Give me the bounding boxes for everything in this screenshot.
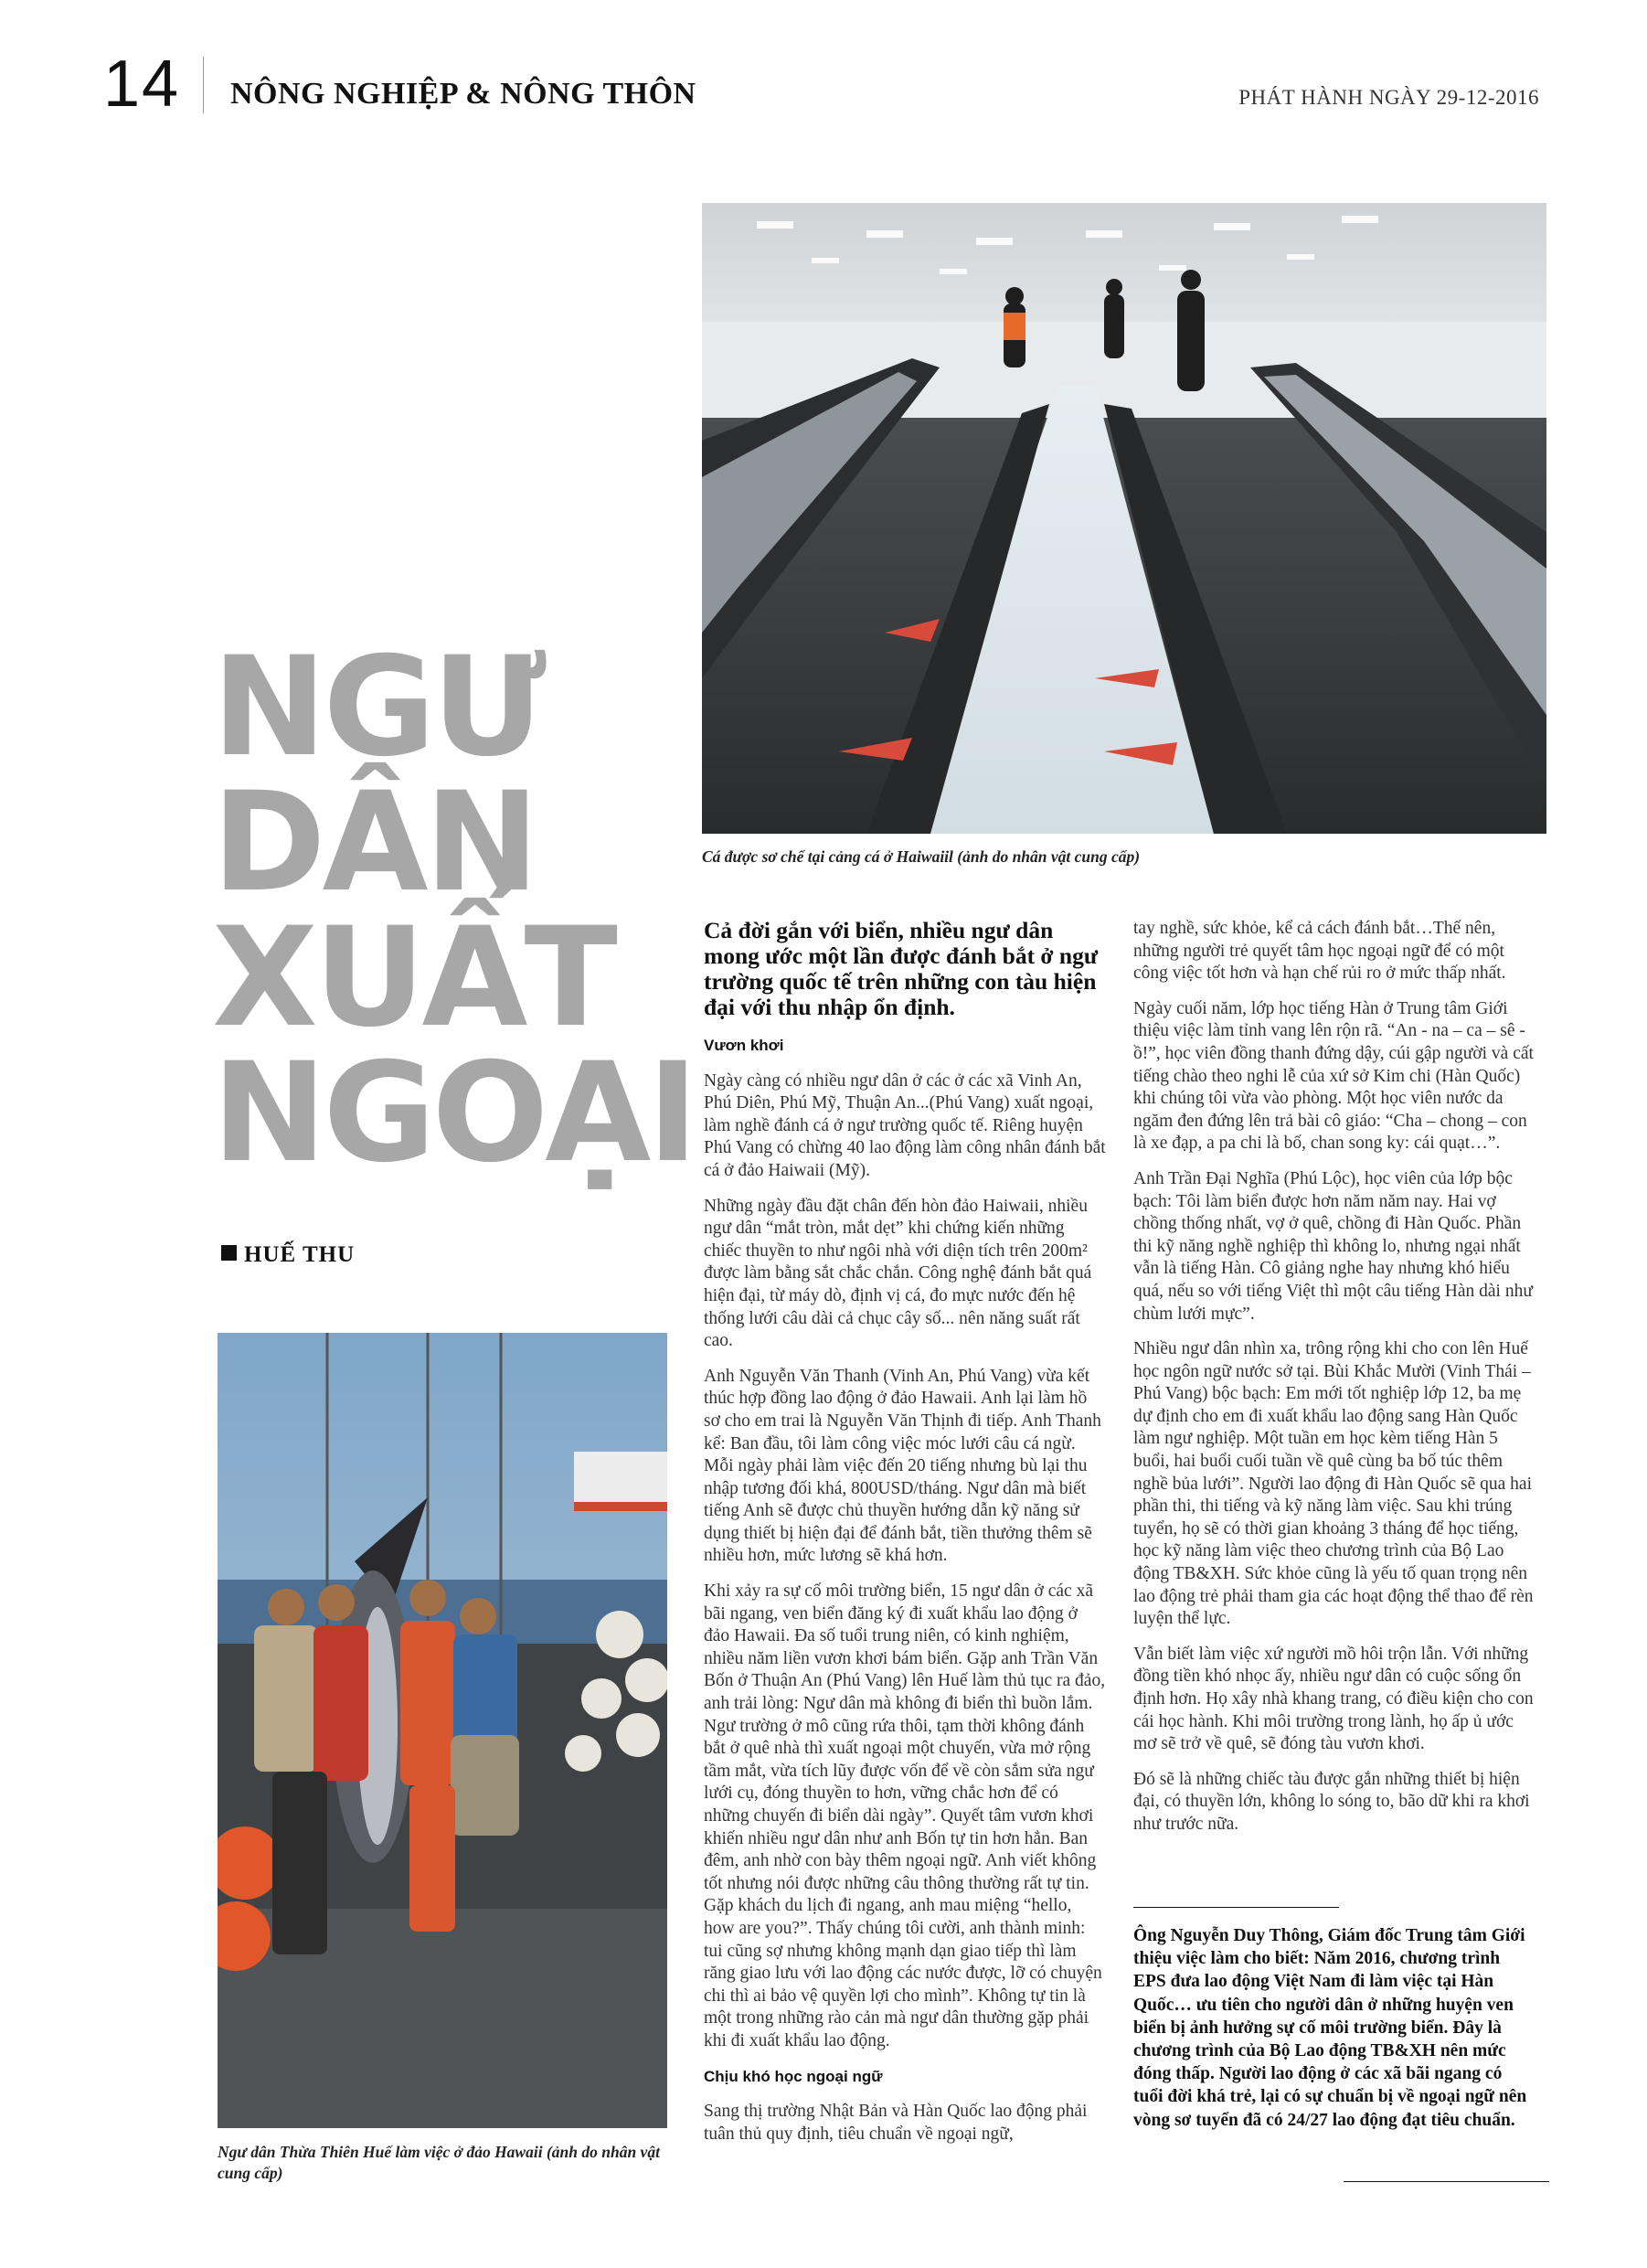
paragraph: Những ngày đầu đặt chân đến hòn đảo Haiwaii, nhiều ngư dân “mắt tròn, mắt dẹt” khi chứng kiến những chiếc thuyền to như ngôi nhà với diện tích trên 200m² được làm bằng sắt chắc chắn. Công nghệ đánh bắt quá hiện đại, từ máy dò, định vị cá, đo mực nước đến hệ thống lưới câu dài cả chục cây số... nên năng suất rất cao. bbox=[704, 1196, 1092, 1351]
header-divider bbox=[203, 57, 204, 113]
paragraph: Khi xảy ra sự cố môi trường biển, 15 ngư dân ở các xã bãi ngang, ven biển đăng ký đi xuất khẩu lao động ở đảo Hawaii. Đa số tuổi trung niên, có kinh nghiệm, nhiều năm liền vươn khơi bám biển. Gặp anh Trần Văn Bốn ở Thuận An (Phú Vang) lên Huế làm thủ tục ra đảo, anh trải lòng: Ngư dân mà không đi biển thì buồn lắm. Ngư trường ở mô cũng rứa thôi, tạm thời không đánh bắt ở quê nhà thì xuất ngoại một chuyến, vừa mở rộng tầm mắt, vừa tích lũy được vốn để về còn sắm sửa ngư lưới cụ, đóng thuyền to hơn, vững chắc hơn để có những chuyến đi biển dài ngày”. Quyết tâm vươn khơi khiến nhiều ngư dân như anh Bốn tự tin hơn hẳn. Ban đêm, anh nhờ con bày thêm ngoại ngữ. Anh viết không tốt nhưng nói được những câu thông thường rất tự tin. Gặp khách du lịch đi ngang, anh mau miệng “hello, how are you?”. Thấy chúng tôi cười, anh thành minh: tui cũng sợ nhưng không mạnh dạn giao tiếp thì làm răng giao lưu với lao động các nước được, lỡ có chuyện chi thì ai bảo vệ quyền lợi cho mình”. Không tự tin là một trong những rào cản mà ngư dân thường gặp phải khi đi xuất khẩu lao động. bbox=[704, 1581, 1106, 2050]
fish-market-photo bbox=[702, 203, 1546, 834]
article-lead: Cả đời gắn với biển, nhiều ngư dân mong ước một lần được đánh bắt ở ngư trường quốc tế trên những con tàu hiện đại với thu nhập ổn định. bbox=[704, 917, 1099, 1020]
paragraph: Nhiều ngư dân nhìn xa, trông rộng khi cho con lên Huế học ngôn ngữ nước sở tại. Bùi Khắc Mười (Vinh Thái – Phú Vang) bộc bạch: Em mới tốt nghiệp lớp 12, ba mẹ dự định cho em đi xuất khẩu lao động sang Hàn Quốc làm ngư nghiệp. Một tuần em học kèm tiếng Hàn 5 buổi, hai buổi cuối tuần về quê cùng ba bố túc thêm nghề bủa lưới”. Người lao động đi Hàn Quốc sẽ qua hai phần thi, thi tiếng và kỹ năng làm việc. Sau khi trúng tuyển, họ sẽ có thời gian khoảng 3 tháng để học tiếng, học kỹ năng làm việc theo chương trình của Bộ Lao động TB&XH. Sức khỏe cũng là yếu tố quan trọng nên lao động trẻ phải tham gia các hoạt động thể thao để rèn luyện thể lực. bbox=[1133, 1339, 1534, 1629]
headline bbox=[212, 628, 696, 1193]
bottom-photo-caption: Ngư dân Thừa Thiên Huế làm việc ở đảo Hawaii (ảnh do nhân vật cung cấp) bbox=[218, 2143, 660, 2182]
top-photo-caption: Cá được sơ chế tại cảng cá ở Haiwaiil (ảnh do nhân vật cung cấp) bbox=[702, 847, 1141, 866]
byline-author: HUẾ THU bbox=[244, 1242, 356, 1267]
quote-rule-top bbox=[1133, 1907, 1339, 1908]
paragraph: Anh Nguyễn Văn Thanh (Vinh An, Phú Vang) vừa kết thúc hợp đồng lao động ở đảo Hawaii. Anh lại làm hồ sơ cho em trai là Nguyễn Văn Thịnh đi tiếp. Anh Thanh kể: Ban đầu, tôi làm công việc móc lưới câu cá ngừ. Mỗi ngày phải làm việc đến 20 tiếng nhưng bù lại thu nhập tương đối khá, 800USD/tháng. Ngư dân mà biết tiếng Anh sẽ được chủ thuyền hướng dẫn kỹ năng sử dụng thiết bị hiện đại để đánh bắt, tiền thưởng thêm sẽ nhiều hơn, mức lương sẽ khá hơn. bbox=[704, 1366, 1101, 1566]
headline-line-3: XUẤT bbox=[212, 899, 614, 1058]
article-column-1 bbox=[704, 918, 1106, 2158]
paragraph: Ngày càng có nhiều ngư dân ở các ở các xã Vinh An, Phú Diên, Phú Mỹ, Thuận An...(Phú Vang) xuất ngoại, làm nghề đánh cá ở ngư trường quốc tế. Riêng huyện Phú Vang có chừng 40 lao động làm công nhân đánh bắt cá ở đảo Haiwaii (Mỹ). bbox=[704, 1070, 1106, 1180]
page-number: 14 bbox=[103, 48, 181, 121]
headline-line-4: NGOẠI bbox=[212, 1034, 696, 1193]
subhead-hoc-ngoai-ngu: Chịu khó học ngoại ngữ bbox=[704, 2067, 883, 2085]
article-column-2 bbox=[1133, 918, 1535, 1849]
paragraph: tay nghề, sức khỏe, kể cả cách đánh bắt…Thế nên, những người trẻ quyết tâm học ngoại ngữ để có một công việc tốt hơn và hạn chế rủi ro ở mức thấp nhất. bbox=[1133, 919, 1506, 984]
paragraph: Vẫn biết làm việc xứ người mồ hôi trộn lẫn. Với những đồng tiền khó nhọc ấy, nhiều ngư dân có cuộc sống ổn định hơn. Họ xây nhà khang trang, có điều kiện cho con cái học hành. Khi môi trường trong lành, họ ấp ủ ước mơ sẽ trở về quê, sẽ đóng tàu vươn khơi. bbox=[1133, 1644, 1534, 1754]
headline-line-1: NGƯ bbox=[212, 628, 543, 787]
fishermen-photo bbox=[218, 1333, 667, 2128]
subhead-vuon-khoi: Vươn khơi bbox=[704, 1037, 784, 1054]
paragraph: Đó sẽ là những chiếc tàu được gắn những thiết bị hiện đại, có thuyền lớn, không lo sóng to, bão dữ khi ra khơi như trước nữa. bbox=[1133, 1769, 1530, 1834]
quote-box: Ông Nguyễn Duy Thông, Giám đốc Trung tâm Giới thiệu việc làm cho biết: Năm 2016, chương trình EPS đưa lao động Việt Nam đi làm việc tại Hàn Quốc… ưu tiên cho người dân ở những huyện ven biển bị ảnh hưởng sự cố môi trường biển. Đây là chương trình của Bộ Lao động TB&XH nên mức đóng thấp. Người lao động ở các xã bãi ngang có tuổi đời khá trẻ, lại có sự chuẩn bị về ngoại ngữ nên vòng sơ tuyển đã có 24/27 lao động đạt tiêu chuẩn. bbox=[1133, 1926, 1527, 2130]
paragraph: Sang thị trường Nhật Bản và Hàn Quốc lao động phải tuân thủ quy định, tiêu chuẩn về ngoại ngữ, bbox=[704, 2102, 1088, 2144]
headline-line-2: DÂN bbox=[212, 763, 537, 922]
quote-rule-bottom bbox=[1344, 2181, 1549, 2182]
section-title: NÔNG NGHIỆP & NÔNG THÔN bbox=[230, 77, 696, 111]
paragraph: Ngày cuối năm, lớp học tiếng Hàn ở Trung tâm Giới thiệu việc làm tỉnh vang lên rộn rã. “An - na – ca – sê - ồ!”, học viên đồng thanh đứng dậy, cúi gập người và cất tiếng chào theo nghi lễ của xứ sở Kim chi (Hàn Quốc) khi chúng tôi vừa vào phòng. Một học viên nước da ngăm đen đứng lên trả bài cô giáo: “Cha – chong – con là xe đạp, a pa chi là bố, chan song ky: cái quạt…”. bbox=[1133, 998, 1534, 1154]
paragraph: Anh Trần Đại Nghĩa (Phú Lộc), học viên của lớp bộc bạch: Tôi làm biển được hơn năm năm nay. Hai vợ chồng thống nhất, vợ ở quê, chồng đi Hàn Quốc. Phần thi kỹ năng nghề nghiệp thì không lo, nhưng ngại nhất vẫn là tiếng Hàn. Cô giảng nghe hay nhưng khó hiểu quá, nếu so với tiếng Việt thì một câu tiếng Hàn dài như chùm lưới mực”. bbox=[1133, 1168, 1533, 1324]
byline bbox=[221, 1242, 355, 1268]
issue-date: PHÁT HÀNH NGÀY 29-12-2016 bbox=[1238, 86, 1539, 109]
byline-marker bbox=[221, 1245, 237, 1261]
